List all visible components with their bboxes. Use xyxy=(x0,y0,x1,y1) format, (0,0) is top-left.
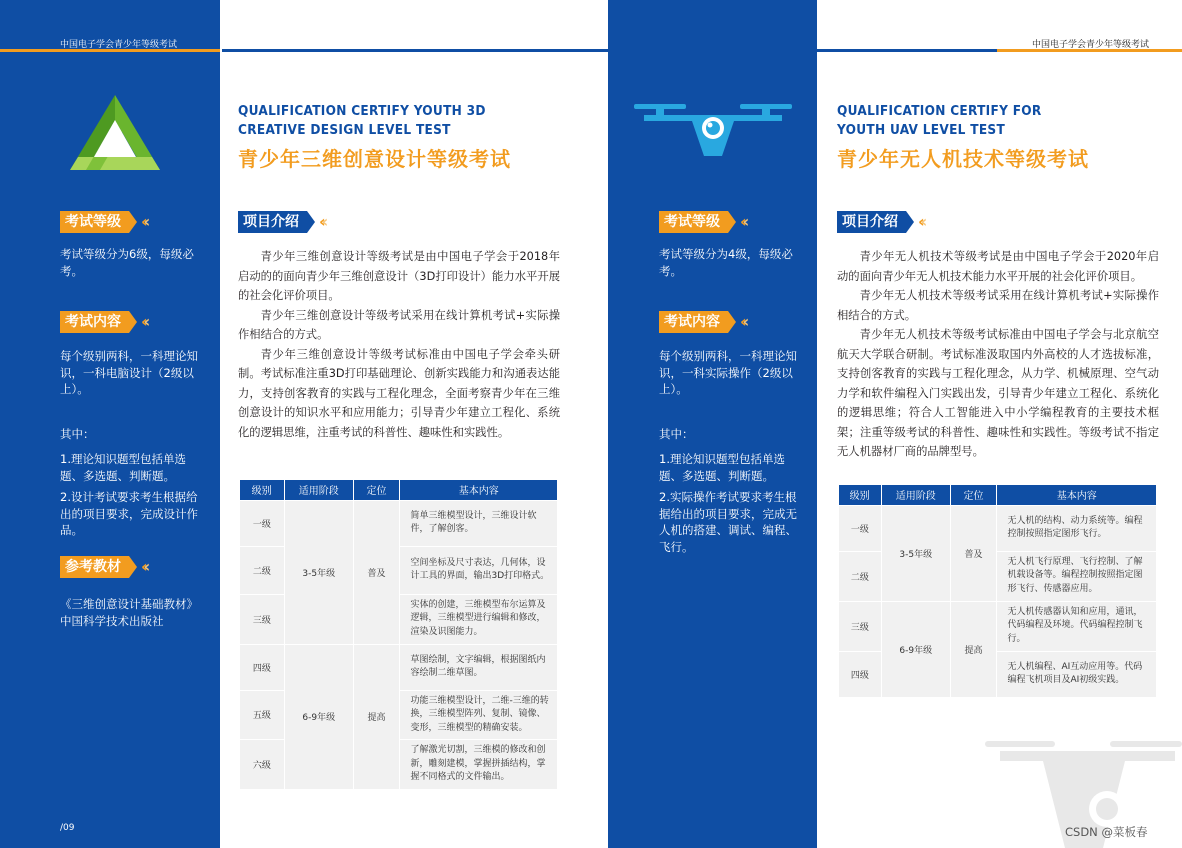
right-among: 其中： xyxy=(659,427,694,441)
right-level-tag: 考试等级 ‹‹ xyxy=(659,211,745,233)
right-cn-title: 青少年无人机技术等级考试 xyxy=(837,147,1089,171)
left-para-2: 青少年三维创意设计等级考试采用在线计算机考试+实际操作相结合的方式。 xyxy=(238,308,560,341)
col-header-position: 定位 xyxy=(950,485,997,505)
left-intro-tag: 项目介绍 ‹‹ xyxy=(238,211,324,233)
left-para-1: 青少年三维创意设计等级考试是由中国电子学会于2018年启动的的面向青少年三维创意设计（3D打印设计）能力水平开展的社会化评价项目。 xyxy=(238,250,560,302)
position-cell: 提高 xyxy=(950,601,997,697)
right-en-title-2: YOUTH UAV LEVEL TEST xyxy=(837,122,1006,138)
stage-cell: 6-9年级 xyxy=(881,601,950,697)
chevron-icon: ‹‹ xyxy=(141,312,147,331)
right-content-text: 每个级别两科，一科理论知识，一科实际操作（2级以上）。 xyxy=(659,349,797,396)
left-content-tag: 考试内容 ‹‹ xyxy=(60,311,146,333)
left-intro-body xyxy=(238,247,560,442)
right-item-1: 1.理论知识题型包括单选题、多选题、判断题。 xyxy=(659,452,785,483)
chevron-icon: ‹‹ xyxy=(918,212,924,231)
left-ref-text: 《三维创意设计基础教材》中国科学技术出版社 xyxy=(60,597,198,628)
right-grade-table xyxy=(838,485,1157,698)
right-item-2: 2.实际操作考试要求考生根据给出的项目要求，完成无人机的搭建、调试、编程、飞行。 xyxy=(659,490,797,554)
chevron-icon: ‹‹ xyxy=(141,212,147,231)
left-para-3: 青少年三维创意设计等级考试标准由中国电子学会牵头研制。考试标准注重3D打印基础理论、创新实践能力和沟通表达能力，支持创客教育的实践与工程化理念，全面考察青少年在三维创意设计的知识水平和应用能力；引导青少年建立工程化、系统化的逻辑思维，注重考试的科普性、趣味性和实践性。 xyxy=(238,347,560,439)
stage-cell: 6-9年级 xyxy=(284,644,353,790)
col-header-stage: 适用阶段 xyxy=(284,480,353,500)
chevron-icon: ‹‹ xyxy=(319,212,325,231)
left-ref-tag: 参考教材 ‹‹ xyxy=(60,556,146,578)
col-header-content: 基本内容 xyxy=(997,485,1157,505)
table-row: 一级 3-5年级 普及 无人机的结构、动力系统等。编程控制按照指定图形飞行。 xyxy=(839,505,1157,551)
left-header-text: 中国电子学会青少年等级考试 xyxy=(60,40,178,50)
right-en-title-1: QUALIFICATION CERTIFY FOR xyxy=(837,103,1042,119)
table-row: 一级 3-5年级 普及 简单三维模型设计，三维设计软件，了解创客。 xyxy=(240,500,558,546)
left-among: 其中： xyxy=(60,427,95,441)
left-level-text: 考试等级分为6级，每级必考。 xyxy=(60,247,194,278)
chevron-icon: ‹‹ xyxy=(740,312,746,331)
right-intro-tag: 项目介绍 ‹‹ xyxy=(837,211,923,233)
penrose-triangle-icon xyxy=(70,95,160,170)
table-row: 四级 无人机编程、AI互动应用等。代码编程飞机项目及AI初级实践。 xyxy=(839,651,1157,697)
table-row: 四级 6-9年级 提高 草图绘制，文字编辑，根据图纸内容绘制二维草图。 xyxy=(240,644,558,690)
left-cn-title: 青少年三维创意设计等级考试 xyxy=(238,147,511,171)
left-item-2: 2.设计考试要求考生根据给出的项目要求，完成设计作品。 xyxy=(60,490,198,537)
position-cell: 提高 xyxy=(353,644,400,790)
left-content-text: 每个级别两科，一科理论知识，一科电脑设计（2级以上）。 xyxy=(60,349,198,396)
left-item-1: 1.理论知识题型包括单选题、多选题、判断题。 xyxy=(60,452,186,483)
table-row: 三级 实体的创建，三维模型布尔运算及逻辑，三维模型进行编辑和修改，渲染及识图能力。 xyxy=(240,594,558,644)
table-row: 五级 功能三维模型设计，二维-三维的转换，三维模型阵列、复制、镜像、变形，三维模型的精确安装。 xyxy=(240,690,558,740)
left-level-tag: 考试等级 ‹‹ xyxy=(60,211,146,233)
left-en-title-2: CREATIVE DESIGN LEVEL TEST xyxy=(238,122,451,138)
right-content-tag: 考试内容 ‹‹ xyxy=(659,311,745,333)
chevron-icon: ‹‹ xyxy=(740,212,746,231)
right-level-text: 考试等级分为4级，每级必考。 xyxy=(659,247,793,278)
csdn-watermark: CSDN @菜板春 xyxy=(1065,825,1148,839)
col-header-stage: 适用阶段 xyxy=(881,485,950,505)
chevron-icon: ‹‹ xyxy=(141,557,147,576)
stage-cell: 3-5年级 xyxy=(881,505,950,601)
left-grade-table xyxy=(239,480,558,790)
table-row: 六级 了解激光切割，三维模的修改和创新，雕刻建模，掌握拼插结构，掌握不同格式的文件输出。 xyxy=(240,740,558,790)
col-header-position: 定位 xyxy=(353,480,400,500)
drone-icon xyxy=(634,98,792,162)
col-header-content: 基本内容 xyxy=(400,480,558,500)
left-header-line-blue xyxy=(222,49,608,52)
stage-cell: 3-5年级 xyxy=(284,500,353,644)
right-header-text: 中国电子学会青少年等级考试 xyxy=(1032,40,1150,50)
right-para-2: 青少年无人机技术等级考试采用在线计算机考试+实际操作相结合的方式。 xyxy=(837,289,1159,322)
right-para-3: 青少年无人机技术等级考试标准由中国电子学会与北京航空航天大学联合研制。考试标准汲取国内外高校的人才选拔标准，支持创客教育的实践与工程化理念，从力学、机械原理、空气动力学和软件编程入门实践出发，引导青少年建立工程化、系统化的逻辑思维；符合人工智能进入中小学编程教育的主要技术框架；注重等级考试的科普性、趣味性和实践性。等级考试不指定无人机器材厂商的品牌型号。 xyxy=(837,328,1159,458)
table-row: 三级 6-9年级 提高 无人机传感器认知和应用，通讯，代码编程及环境。代码编程控制飞行。 xyxy=(839,601,1157,651)
table-row: 二级 无人机飞行原理、飞行控制、了解机载设备等。编程控制按照指定图形飞行、传感器应用。 xyxy=(839,551,1157,601)
right-para-1: 青少年无人机技术等级考试是由中国电子学会于2020年启动的面向青少年无人机技术能力水平开展的社会化评价项目。 xyxy=(837,250,1159,283)
col-header-level: 级别 xyxy=(240,480,285,500)
right-intro-body xyxy=(837,247,1159,462)
position-cell: 普及 xyxy=(353,500,400,644)
position-cell: 普及 xyxy=(950,505,997,601)
table-row: 二级 空间坐标及尺寸表达，几何体，设计工具的界面，输出3D打印格式。 xyxy=(240,546,558,594)
left-en-title-1: QUALIFICATION CERTIFY YOUTH 3D xyxy=(238,103,486,119)
col-header-level: 级别 xyxy=(839,485,882,505)
right-header-line-blue xyxy=(817,49,997,52)
page-number: /09 xyxy=(60,823,75,833)
